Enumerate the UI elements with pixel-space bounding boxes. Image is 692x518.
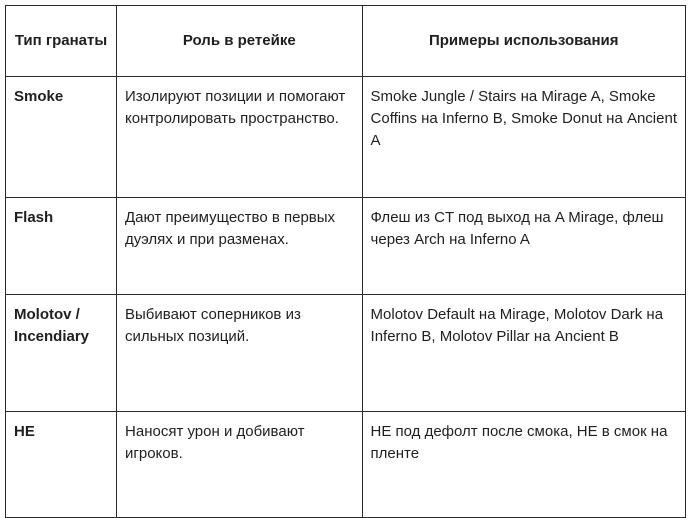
grenade-type-cell: HE (6, 412, 117, 518)
role-cell: Наносят урон и добивают игроков. (117, 412, 363, 518)
header-retake-role: Роль в ретейке (117, 6, 363, 77)
header-usage-examples: Примеры использования (362, 6, 685, 77)
table-row (6, 198, 686, 295)
header-grenade-type: Тип гранаты (6, 6, 117, 77)
table-row (6, 295, 686, 412)
table-row (6, 77, 686, 198)
role-cell: Дают преимущество в первых дуэлях и при разменах. (117, 198, 363, 295)
grenade-table (5, 5, 686, 518)
role-cell: Выбивают соперников из сильных позиций. (117, 295, 363, 412)
examples-cell: Флеш из CT под выход на A Mirage, флеш через Arch на Inferno A (362, 198, 685, 295)
examples-cell: HE под дефолт после смока, HE в смок на пленте (362, 412, 685, 518)
examples-cell: Smoke Jungle / Stairs на Mirage A, Smoke Coffins на Inferno B, Smoke Donut на Ancient A (362, 77, 685, 198)
grenade-type-cell: Molotov / Incendiary (6, 295, 117, 412)
grenade-type-cell: Smoke (6, 77, 117, 198)
grenade-type-cell: Flash (6, 198, 117, 295)
examples-cell: Molotov Default на Mirage, Molotov Dark на Inferno B, Molotov Pillar на Ancient B (362, 295, 685, 412)
table-header-row (6, 6, 686, 77)
role-cell: Изолируют позиции и помогают контролировать пространство. (117, 77, 363, 198)
table-row (6, 412, 686, 518)
